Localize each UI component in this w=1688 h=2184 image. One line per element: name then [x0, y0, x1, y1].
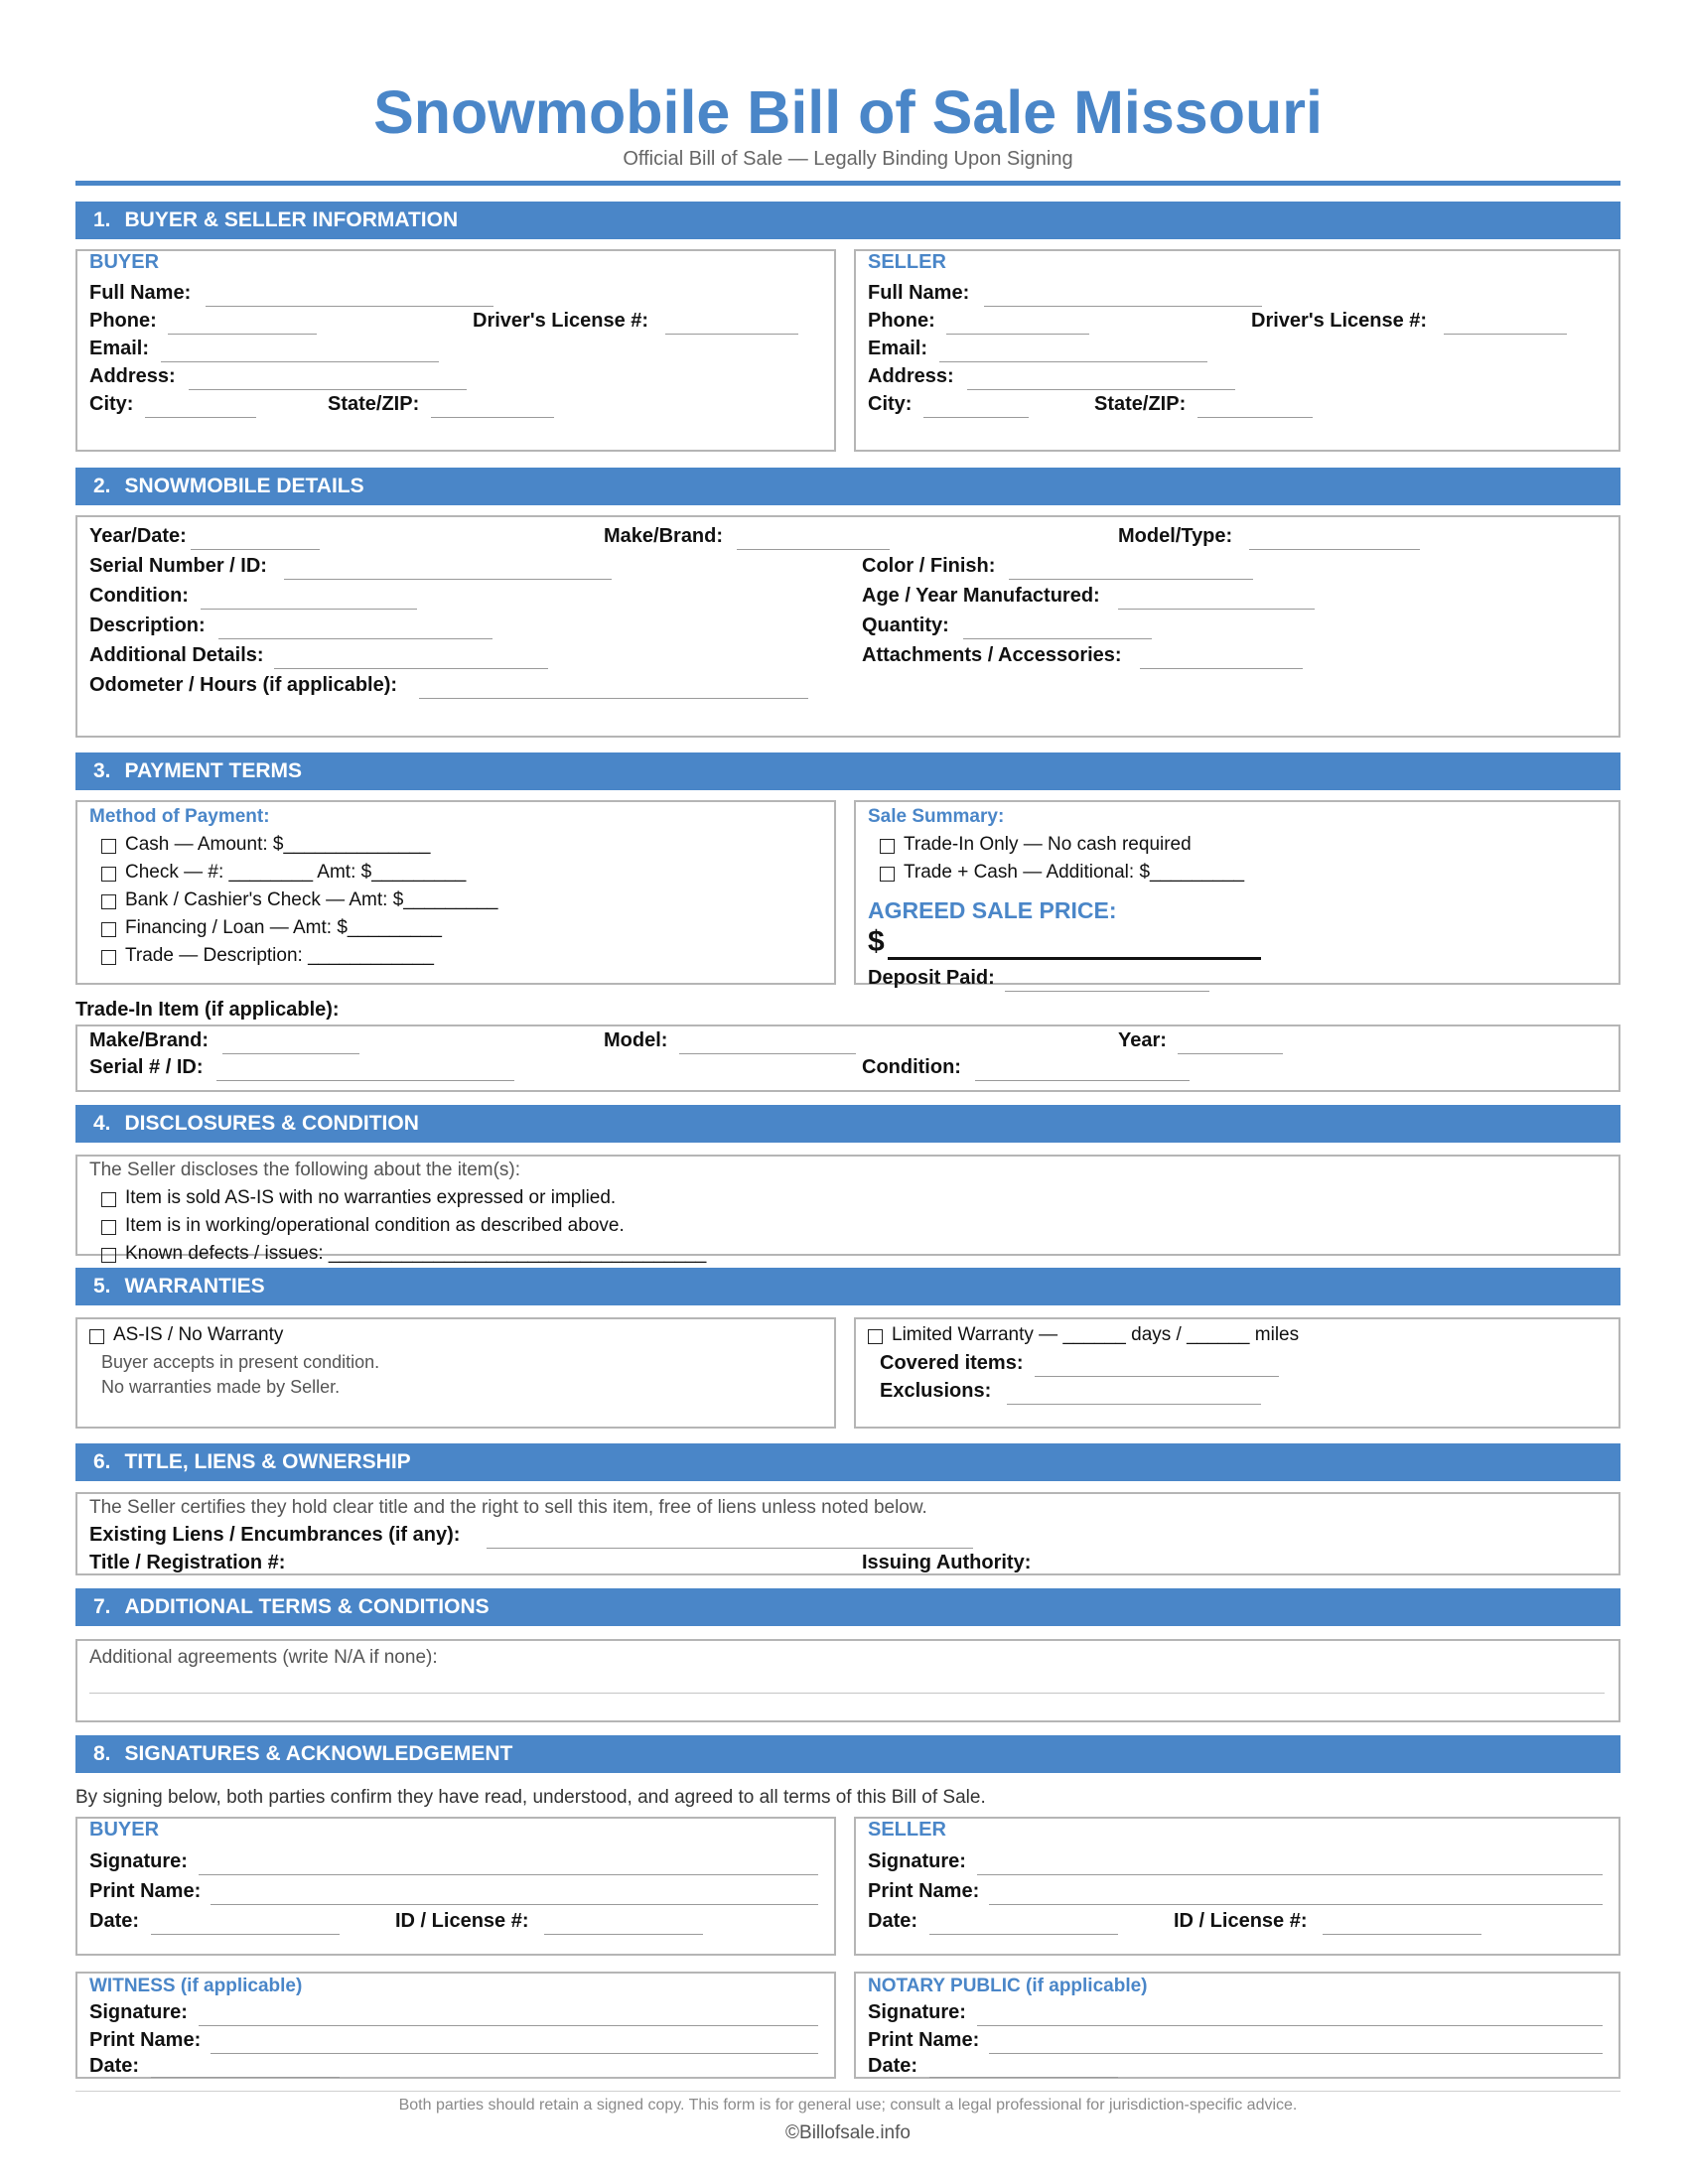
- additional-terms-prompt: Additional agreements (write N/A if none):: [89, 1647, 438, 1668]
- seller-statezip-label: State/ZIP:: [1094, 393, 1187, 415]
- trade-in-heading: Trade-In Item (if applicable):: [75, 999, 340, 1021]
- seller-email-label: Email:: [868, 338, 928, 359]
- seller-phone-field[interactable]: [946, 334, 1089, 335]
- witness-print-name-label: Print Name:: [89, 2029, 202, 2051]
- buyer-print-name-field[interactable]: [211, 1904, 818, 1905]
- seller-phone-label: Phone:: [868, 310, 935, 332]
- buyer-print-name-label: Print Name:: [89, 1880, 202, 1902]
- trade-in-condition-field[interactable]: [975, 1080, 1190, 1081]
- section-header-disclosures: 4. DISCLOSURES & CONDITION: [75, 1105, 1620, 1143]
- cash-checkbox[interactable]: [101, 839, 116, 854]
- seller-signature-box: [854, 1817, 1620, 1956]
- section-header-warranties: 5. WARRANTIES: [75, 1268, 1620, 1305]
- check-option: Check — #: ________ Amt: $_________: [125, 862, 467, 883]
- as-is-warranty-box: [75, 1317, 836, 1429]
- seller-id-field[interactable]: [1323, 1934, 1481, 1935]
- financing-option: Financing / Loan — Amt: $_________: [125, 917, 443, 938]
- sale-summary-heading: Sale Summary:: [868, 806, 1005, 827]
- age-label: Age / Year Manufactured:: [862, 585, 1100, 607]
- model-label: Model/Type:: [1118, 525, 1233, 547]
- payment-method-box: [75, 800, 836, 985]
- bank-check-option: Bank / Cashier's Check — Amt: $_________: [125, 889, 498, 910]
- disclosures-box: [75, 1155, 1620, 1264]
- seller-license-field[interactable]: [1444, 334, 1567, 335]
- additional-terms-box: [75, 1639, 1620, 1722]
- trade-in-only-checkbox[interactable]: [880, 839, 895, 854]
- trade-in-year-label: Year:: [1118, 1029, 1167, 1051]
- trade-in-year-field[interactable]: [1178, 1053, 1283, 1054]
- section-header-snowmobile-details: 2. SNOWMOBILE DETAILS: [75, 468, 1620, 505]
- buyer-phone-field[interactable]: [168, 334, 317, 335]
- make-field[interactable]: [737, 549, 890, 550]
- trade-in-make-label: Make/Brand:: [89, 1029, 210, 1051]
- seller-address-label: Address:: [868, 365, 954, 387]
- covered-items-field[interactable]: [1035, 1376, 1279, 1377]
- as-is-disclosure: Item is sold AS-IS with no warranties expressed or implied.: [125, 1187, 617, 1208]
- working-condition-disclosure: Item is in working/operational condition as described above.: [125, 1215, 625, 1236]
- seller-print-name-label: Print Name:: [868, 1880, 980, 1902]
- buyer-address-label: Address:: [89, 365, 176, 387]
- attachments-label: Attachments / Accessories:: [862, 644, 1122, 666]
- notary-signature-field[interactable]: [977, 2025, 1603, 2026]
- agreed-price-heading: AGREED SALE PRICE:: [868, 897, 1117, 923]
- covered-items-label: Covered items:: [880, 1352, 1024, 1374]
- serial-label: Serial Number / ID:: [89, 555, 267, 577]
- notary-print-name-label: Print Name:: [868, 2029, 980, 2051]
- deposit-field[interactable]: [1005, 991, 1209, 992]
- buyer-email-field[interactable]: [161, 361, 439, 362]
- section-header-buyer-seller: 1. BUYER & SELLER INFORMATION: [75, 202, 1620, 239]
- limited-warranty-option: Limited Warranty — ______ days / ______ miles: [892, 1324, 1300, 1345]
- title-liens-box: [75, 1492, 1620, 1575]
- buyer-city-label: City:: [89, 393, 134, 415]
- buyer-statezip-field[interactable]: [431, 417, 554, 418]
- notary-signature-label: Signature:: [868, 2001, 966, 2023]
- trade-in-model-field[interactable]: [679, 1053, 856, 1054]
- quantity-field[interactable]: [963, 638, 1152, 639]
- description-label: Description:: [89, 614, 206, 636]
- section-header-signatures: 8. SIGNATURES & ACKNOWLEDGEMENT: [75, 1735, 1620, 1773]
- seller-date-label: Date:: [868, 1910, 918, 1932]
- trade-in-serial-label: Serial # / ID:: [89, 1056, 204, 1078]
- buyer-phone-label: Phone:: [89, 310, 157, 332]
- sale-summary-box: [854, 800, 1620, 989]
- make-label: Make/Brand:: [604, 525, 724, 547]
- witness-signature-box: [75, 1972, 836, 2079]
- notary-heading: NOTARY PUBLIC (if applicable): [868, 1976, 1148, 1996]
- trade-in-make-field[interactable]: [222, 1053, 359, 1054]
- trade-option: Trade — Description: ____________: [125, 945, 434, 966]
- additional-details-label: Additional Details:: [89, 644, 264, 666]
- notary-print-name-field[interactable]: [989, 2053, 1603, 2054]
- color-label: Color / Finish:: [862, 555, 996, 577]
- page-title: Snowmobile Bill of Sale Missouri: [373, 78, 1323, 146]
- buyer-city-field[interactable]: [145, 417, 256, 418]
- notary-date-field[interactable]: [929, 2077, 1118, 2078]
- buyer-id-label: ID / License #:: [395, 1910, 529, 1932]
- buyer-info-box: [75, 249, 836, 452]
- exclusions-label: Exclusions:: [880, 1380, 992, 1402]
- seller-city-label: City:: [868, 393, 913, 415]
- witness-print-name-field[interactable]: [211, 2053, 818, 2054]
- seller-info-box: [854, 249, 1620, 452]
- buyer-license-field[interactable]: [665, 334, 798, 335]
- trade-in-box: [75, 1024, 1620, 1092]
- snowmobile-details-box: [75, 515, 1620, 738]
- seller-print-name-field[interactable]: [989, 1904, 1603, 1905]
- seller-city-field[interactable]: [923, 417, 1029, 418]
- buyer-license-label: Driver's License #:: [473, 310, 649, 332]
- disclosures-intro: The Seller discloses the following about the item(s):: [89, 1160, 521, 1180]
- witness-date-label: Date:: [89, 2055, 140, 2077]
- seller-signature-heading: SELLER: [868, 1819, 946, 1841]
- additional-details-field[interactable]: [274, 668, 548, 669]
- title-registration-label: Title / Registration #:: [89, 1552, 286, 1573]
- limited-warranty-checkbox[interactable]: [868, 1329, 883, 1344]
- odometer-label: Odometer / Hours (if applicable):: [89, 674, 398, 696]
- agreed-price-dollar: $: [868, 925, 885, 958]
- section-header-payment-terms: 3. PAYMENT TERMS: [75, 752, 1620, 790]
- known-defects-checkbox[interactable]: [101, 1248, 116, 1263]
- working-condition-checkbox[interactable]: [101, 1220, 116, 1235]
- liens-label: Existing Liens / Encumbrances (if any):: [89, 1524, 461, 1546]
- buyer-signature-box: [75, 1817, 836, 1956]
- cash-option: Cash — Amount: $______________: [125, 834, 431, 855]
- witness-signature-label: Signature:: [89, 2001, 188, 2023]
- age-field[interactable]: [1118, 609, 1315, 610]
- notary-date-label: Date:: [868, 2055, 918, 2077]
- page-subtitle: Official Bill of Sale — Legally Binding Upon Signing: [623, 148, 1073, 170]
- attachments-field[interactable]: [1140, 668, 1303, 669]
- seller-heading: SELLER: [868, 251, 946, 273]
- additional-terms-field[interactable]: [89, 1693, 1605, 1694]
- buyer-date-field[interactable]: [151, 1934, 340, 1935]
- trade-in-serial-field[interactable]: [216, 1080, 514, 1081]
- condition-label: Condition:: [89, 585, 189, 607]
- trade-cash-option: Trade + Cash — Additional: $_________: [904, 862, 1245, 883]
- limited-warranty-box: [854, 1317, 1620, 1429]
- seller-email-field[interactable]: [939, 361, 1207, 362]
- condition-field[interactable]: [201, 609, 417, 610]
- witness-signature-field[interactable]: [199, 2025, 818, 2026]
- known-defects-disclosure: Known defects / issues: ____________________________________: [125, 1243, 707, 1264]
- seller-id-label: ID / License #:: [1174, 1910, 1308, 1932]
- color-field[interactable]: [1009, 579, 1253, 580]
- buyer-heading: BUYER: [89, 251, 160, 273]
- buyer-full-name-label: Full Name:: [89, 282, 192, 304]
- as-is-warranty-note-2: No warranties made by Seller.: [101, 1377, 341, 1397]
- seller-full-name-field[interactable]: [984, 306, 1262, 307]
- seller-address-field[interactable]: [967, 389, 1235, 390]
- buyer-email-label: Email:: [89, 338, 150, 359]
- serial-field[interactable]: [284, 579, 612, 580]
- title-rule: [75, 181, 1620, 186]
- buyer-signature-heading: BUYER: [89, 1819, 160, 1841]
- financing-checkbox[interactable]: [101, 922, 116, 937]
- seller-signature-field[interactable]: [977, 1874, 1603, 1875]
- trade-checkbox[interactable]: [101, 950, 116, 965]
- buyer-address-field[interactable]: [189, 389, 467, 390]
- buyer-full-name-field[interactable]: [206, 306, 493, 307]
- seller-statezip-field[interactable]: [1197, 417, 1313, 418]
- liens-field[interactable]: [487, 1548, 973, 1549]
- as-is-warranty-note-1: Buyer accepts in present condition.: [101, 1352, 380, 1372]
- as-is-warranty-checkbox[interactable]: [89, 1329, 104, 1344]
- as-is-warranty-option: AS-IS / No Warranty: [113, 1324, 284, 1345]
- payment-method-heading: Method of Payment:: [89, 806, 270, 827]
- section-header-title-liens: 6. TITLE, LIENS & OWNERSHIP: [75, 1443, 1620, 1481]
- footer-divider: [75, 2091, 1620, 2092]
- title-certification-text: The Seller certifies they hold clear title and the right to sell this item, free of liens unless noted below.: [89, 1497, 927, 1518]
- section-header-additional-terms: 7. ADDITIONAL TERMS & CONDITIONS: [75, 1588, 1620, 1626]
- buyer-signature-field[interactable]: [199, 1874, 818, 1875]
- footer-note: Both parties should retain a signed copy. This form is for general use; consult a legal professional for jurisdiction-specific advice.: [398, 2097, 1298, 2114]
- seller-signature-label: Signature:: [868, 1850, 966, 1872]
- as-is-disclosure-checkbox[interactable]: [101, 1192, 116, 1207]
- seller-license-label: Driver's License #:: [1251, 310, 1428, 332]
- notary-signature-box: [854, 1972, 1620, 2079]
- document-page: [75, 0, 1620, 2143]
- trade-in-condition-label: Condition:: [862, 1056, 961, 1078]
- trade-cash-checkbox[interactable]: [880, 867, 895, 882]
- year-label: Year/Date:: [89, 525, 187, 547]
- seller-full-name-label: Full Name:: [868, 282, 970, 304]
- quantity-label: Quantity:: [862, 614, 949, 636]
- buyer-signature-label: Signature:: [89, 1850, 188, 1872]
- footer-copyright: ©Billofsale.info: [785, 2122, 911, 2143]
- issuing-authority-label: Issuing Authority:: [862, 1552, 1032, 1573]
- witness-date-field[interactable]: [151, 2077, 340, 2078]
- odometer-field[interactable]: [419, 698, 808, 699]
- seller-date-field[interactable]: [929, 1934, 1118, 1935]
- description-field[interactable]: [218, 638, 492, 639]
- agreed-price-field[interactable]: [888, 957, 1261, 960]
- year-field[interactable]: [191, 549, 320, 550]
- witness-heading: WITNESS (if applicable): [89, 1976, 303, 1996]
- buyer-date-label: Date:: [89, 1910, 140, 1932]
- trade-in-model-label: Model:: [604, 1029, 668, 1051]
- deposit-label: Deposit Paid:: [868, 967, 995, 989]
- signatures-intro: By signing below, both parties confirm they have read, understood, and agreed to all terms of this Bill of Sale.: [75, 1787, 986, 1808]
- buyer-statezip-label: State/ZIP:: [328, 393, 420, 415]
- trade-in-only-option: Trade-In Only — No cash required: [904, 834, 1192, 855]
- buyer-id-field[interactable]: [544, 1934, 703, 1935]
- model-field[interactable]: [1249, 549, 1420, 550]
- exclusions-field[interactable]: [1007, 1404, 1261, 1405]
- bank-check-checkbox[interactable]: [101, 894, 116, 909]
- check-checkbox[interactable]: [101, 867, 116, 882]
